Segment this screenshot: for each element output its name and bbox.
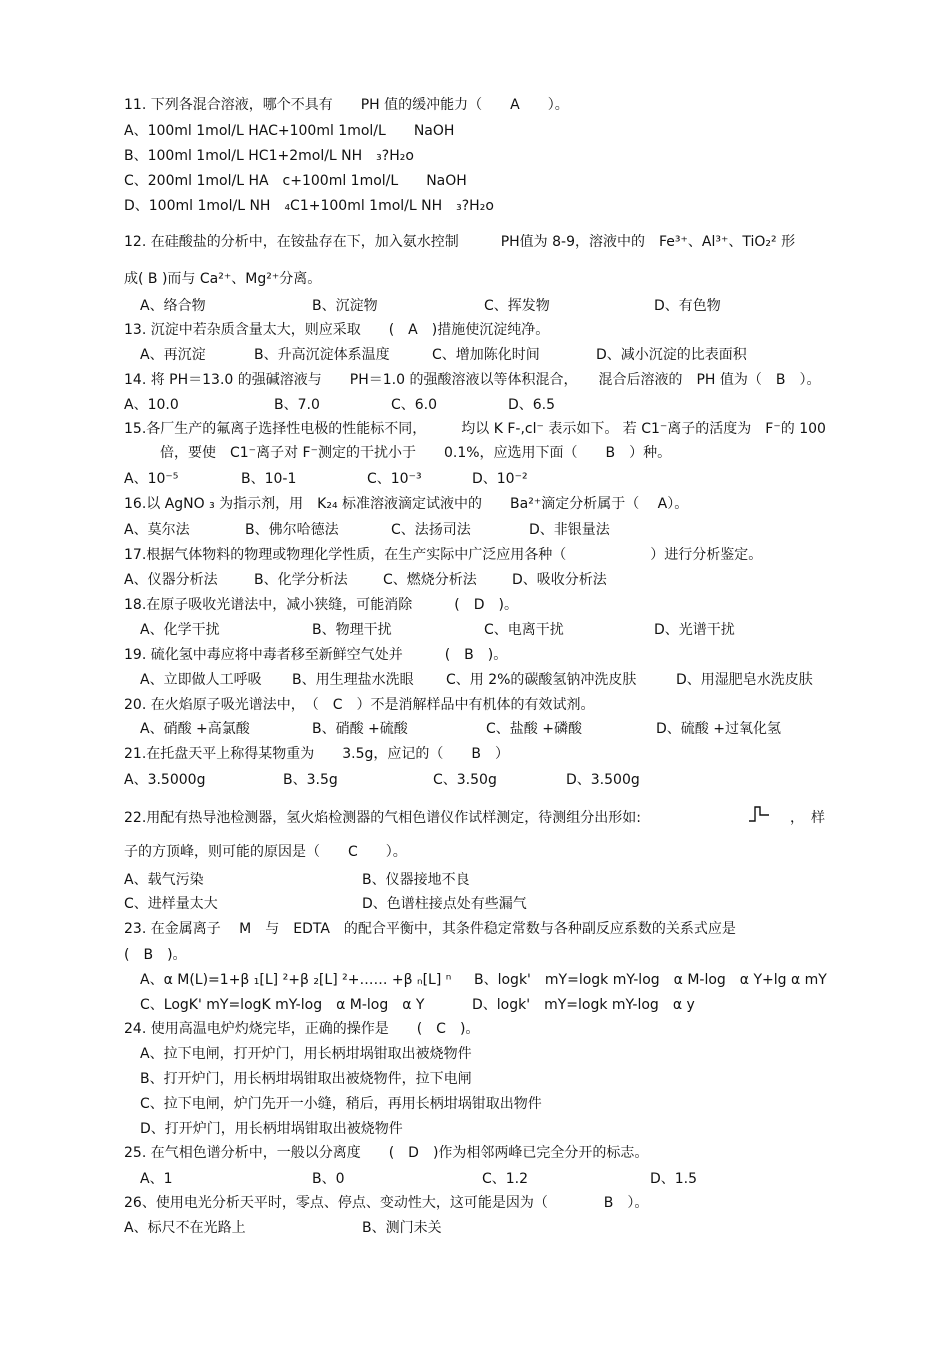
q11-stem: 11. 下列各混合溶液，哪个不具有 PH 值的缓冲能力（ A ）。 [124, 97, 569, 113]
q16-option-d: D、非银量法 [529, 522, 610, 538]
q12-option-a: A、络合物 [140, 298, 206, 314]
q25-option-a: A、1 [140, 1171, 173, 1187]
q21-stem: 21.在托盘天平上称得某物重为 3.5g，应记的（ B ） [124, 746, 510, 762]
q23-option-b: B、logk' mY=logk mY-log α M-log α Y+lg α mY [474, 972, 827, 988]
q12-option-c: C、挥发物 [484, 298, 550, 314]
q18-option-d: D、光谱干扰 [654, 622, 735, 638]
q24-option-b: B、打开炉门，用长柄坩埚钳取出被烧物件，拉下电闸 [140, 1071, 472, 1087]
q18-option-c: C、电离干扰 [484, 622, 564, 638]
q25-option-b: B、0 [312, 1171, 345, 1187]
q24-stem: 24. 使用高温电炉灼烧完毕，正确的操作是 ( C )。 [124, 1021, 480, 1037]
q25-option-d: D、1.5 [650, 1171, 698, 1187]
q21-option-a: A、3.5000g [124, 772, 206, 788]
q22-stem-line1: 22.用配有热导池检测器，氢火焰检测器的气相色谱仪作试样测定，待测组分出形如: [124, 810, 641, 826]
q18-option-b: B、物理干扰 [312, 622, 392, 638]
q20-option-b: B、硝酸 +硫酸 [312, 721, 408, 737]
q17-option-b: B、化学分析法 [254, 572, 348, 588]
q26-option-b: B、测门未关 [362, 1220, 442, 1236]
q22-option-b: B、仪器接地不良 [362, 872, 470, 888]
q16-option-b: B、佛尔哈德法 [245, 522, 339, 538]
q25-stem: 25. 在气相色谱分析中，一般以分离度 ( D )作为相邻两峰已完全分开的标志。 [124, 1145, 649, 1161]
q13-stem: 13. 沉淀中若杂质含量太大，则应采取 ( A )措施使沉淀纯净。 [124, 322, 550, 338]
q20-option-a: A、硝酸 +高氯酸 [140, 721, 250, 737]
q14-stem: 14. 将 PH＝13.0 的强碱溶液与 PH＝1.0 的强酸溶液以等体积混合， 混合后溶液的 PH 值为（ B ）。 [124, 372, 821, 388]
q14-option-c: C、6.0 [391, 397, 438, 413]
q17-option-d: D、吸收分析法 [512, 572, 607, 588]
q15-option-c: C、10⁻³ [367, 471, 422, 487]
q23-option-a: A、α M(L)=1+β ₁[L] ²+β ₂[L] ²+…… +β ₙ[L] ⁿ [140, 972, 452, 988]
q20-stem: 20. 在火焰原子吸光谱法中， （ C ）不是消解样品中有机体的有效试剂。 [124, 697, 595, 713]
q26-stem: 26、使用电光分析天平时，零点、停点、变动性大，这可能是因为（ B ）。 [124, 1195, 649, 1211]
q14-option-d: D、6.5 [508, 397, 556, 413]
q22-option-c: C、进样量太大 [124, 896, 218, 912]
q11-option-a: A、100ml 1mol/L HAC+100ml 1mol/L NaOH [124, 123, 455, 139]
q15-option-d: D、10⁻² [472, 471, 528, 487]
q16-option-c: C、法扬司法 [391, 522, 471, 538]
q24-option-d: D、打开炉门，用长柄坩埚钳取出被烧物件 [140, 1121, 403, 1137]
q18-stem: 18.在原子吸收光谱法中，减小狭缝，可能消除 ( D )。 [124, 597, 518, 613]
q17-option-a: A、仪器分析法 [124, 572, 218, 588]
q16-option-a: A、莫尔法 [124, 522, 190, 538]
q12-stem-line2: 成( B )而与 Ca²⁺、Mg²⁺分离。 [124, 271, 322, 287]
q25-option-c: C、1.2 [482, 1171, 529, 1187]
q19-option-a: A、立即做人工呼吸 [140, 672, 262, 688]
q12-option-b: B、沉淀物 [312, 298, 378, 314]
q12-stem-line1: 12. 在硅酸盐的分析中，在铵盐存在下，加入氨水控制 PH值为 8-9，溶液中的 Fe³⁺、Al³⁺、TiO₂² 形 [124, 234, 796, 250]
q23-option-c: C、LogK' mY=logK mY-log α M-log α Y [140, 997, 425, 1013]
q14-option-a: A、10.0 [124, 397, 179, 413]
q22-stem-line2: 子的方顶峰，则可能的原因是（ C ）。 [124, 844, 407, 860]
q24-option-a: A、拉下电闸，打开炉门，用长柄坩埚钳取出被烧物件 [140, 1046, 472, 1062]
q13-option-c: C、增加陈化时间 [432, 347, 540, 363]
q21-option-b: B、3.5g [283, 772, 338, 788]
q22-option-a: A、载气污染 [124, 872, 204, 888]
q17-option-c: C、燃烧分析法 [383, 572, 477, 588]
square-peak-icon [749, 805, 769, 823]
q13-option-a: A、再沉淀 [140, 347, 206, 363]
q22-stem-line1-tail: ， 样 [790, 810, 825, 826]
q15-stem-line1: 15.各厂生产的氟离子选择性电极的性能标不同， 均以 K F-,cl⁻ 表示如下。 若 C1⁻离子的活度为 F⁻的 100 [124, 421, 826, 437]
q19-option-d: D、用湿肥皂水洗皮肤 [676, 672, 813, 688]
q23-stem-line2: ( B )。 [124, 947, 187, 963]
q12-option-d: D、有色物 [654, 298, 721, 314]
q19-stem: 19. 硫化氢中毒应将中毒者移至新鲜空气处并 ( B )。 [124, 647, 508, 663]
q20-option-c: C、盐酸 +磷酸 [486, 721, 582, 737]
q16-stem: 16.以 AgNO ₃ 为指示剂，用 K₂₄ 标准溶液滴定试液中的 Ba²⁺滴定分析属于（ A）。 [124, 496, 689, 512]
q19-option-b: B、用生理盐水洗眼 [292, 672, 414, 688]
q11-option-b: B、100ml 1mol/L HC1+2mol/L NH ₃?H₂o [124, 148, 414, 164]
q23-option-d: D、logk' mY=logk mY-log α y [472, 997, 695, 1013]
q22-option-d: D、色谱柱接点处有些漏气 [362, 896, 527, 912]
q24-option-c: C、拉下电闸，炉门先开一小缝，稍后，再用长柄坩埚钳取出物件 [140, 1096, 542, 1112]
q15-option-b: B、10-1 [241, 471, 297, 487]
q11-option-c: C、200ml 1mol/L HA c+100ml 1mol/L NaOH [124, 173, 467, 189]
q15-option-a: A、10⁻⁵ [124, 471, 179, 487]
q19-option-c: C、用 2%的碳酸氢钠冲洗皮肤 [446, 672, 637, 688]
q15-stem-line2: 倍，要使 C1⁻离子对 F⁻测定的干扰小于 0.1%，应选用下面（ B ）种。 [160, 445, 672, 461]
q17-stem: 17.根据气体物料的物理或物理化学性质，在生产实际中广泛应用各种（ ）进行分析鉴定。 [124, 547, 763, 563]
q14-option-b: B、7.0 [274, 397, 320, 413]
q21-option-d: D、3.500g [566, 772, 640, 788]
q13-option-b: B、升高沉淀体系温度 [254, 347, 390, 363]
q21-option-c: C、3.50g [433, 772, 497, 788]
q20-option-d: D、硫酸 +过氧化氢 [656, 721, 781, 737]
q26-option-a: A、标尺不在光路上 [124, 1220, 246, 1236]
q13-option-d: D、减小沉淀的比表面积 [596, 347, 747, 363]
q18-option-a: A、化学干扰 [140, 622, 220, 638]
q11-option-d: D、100ml 1mol/L NH ₄C1+100ml 1mol/L NH ₃?H₂o [124, 198, 494, 214]
q23-stem-line1: 23. 在金属离子 M 与 EDTA 的配合平衡中，其条件稳定常数与各种副反应系数的关系式应是 [124, 921, 736, 937]
